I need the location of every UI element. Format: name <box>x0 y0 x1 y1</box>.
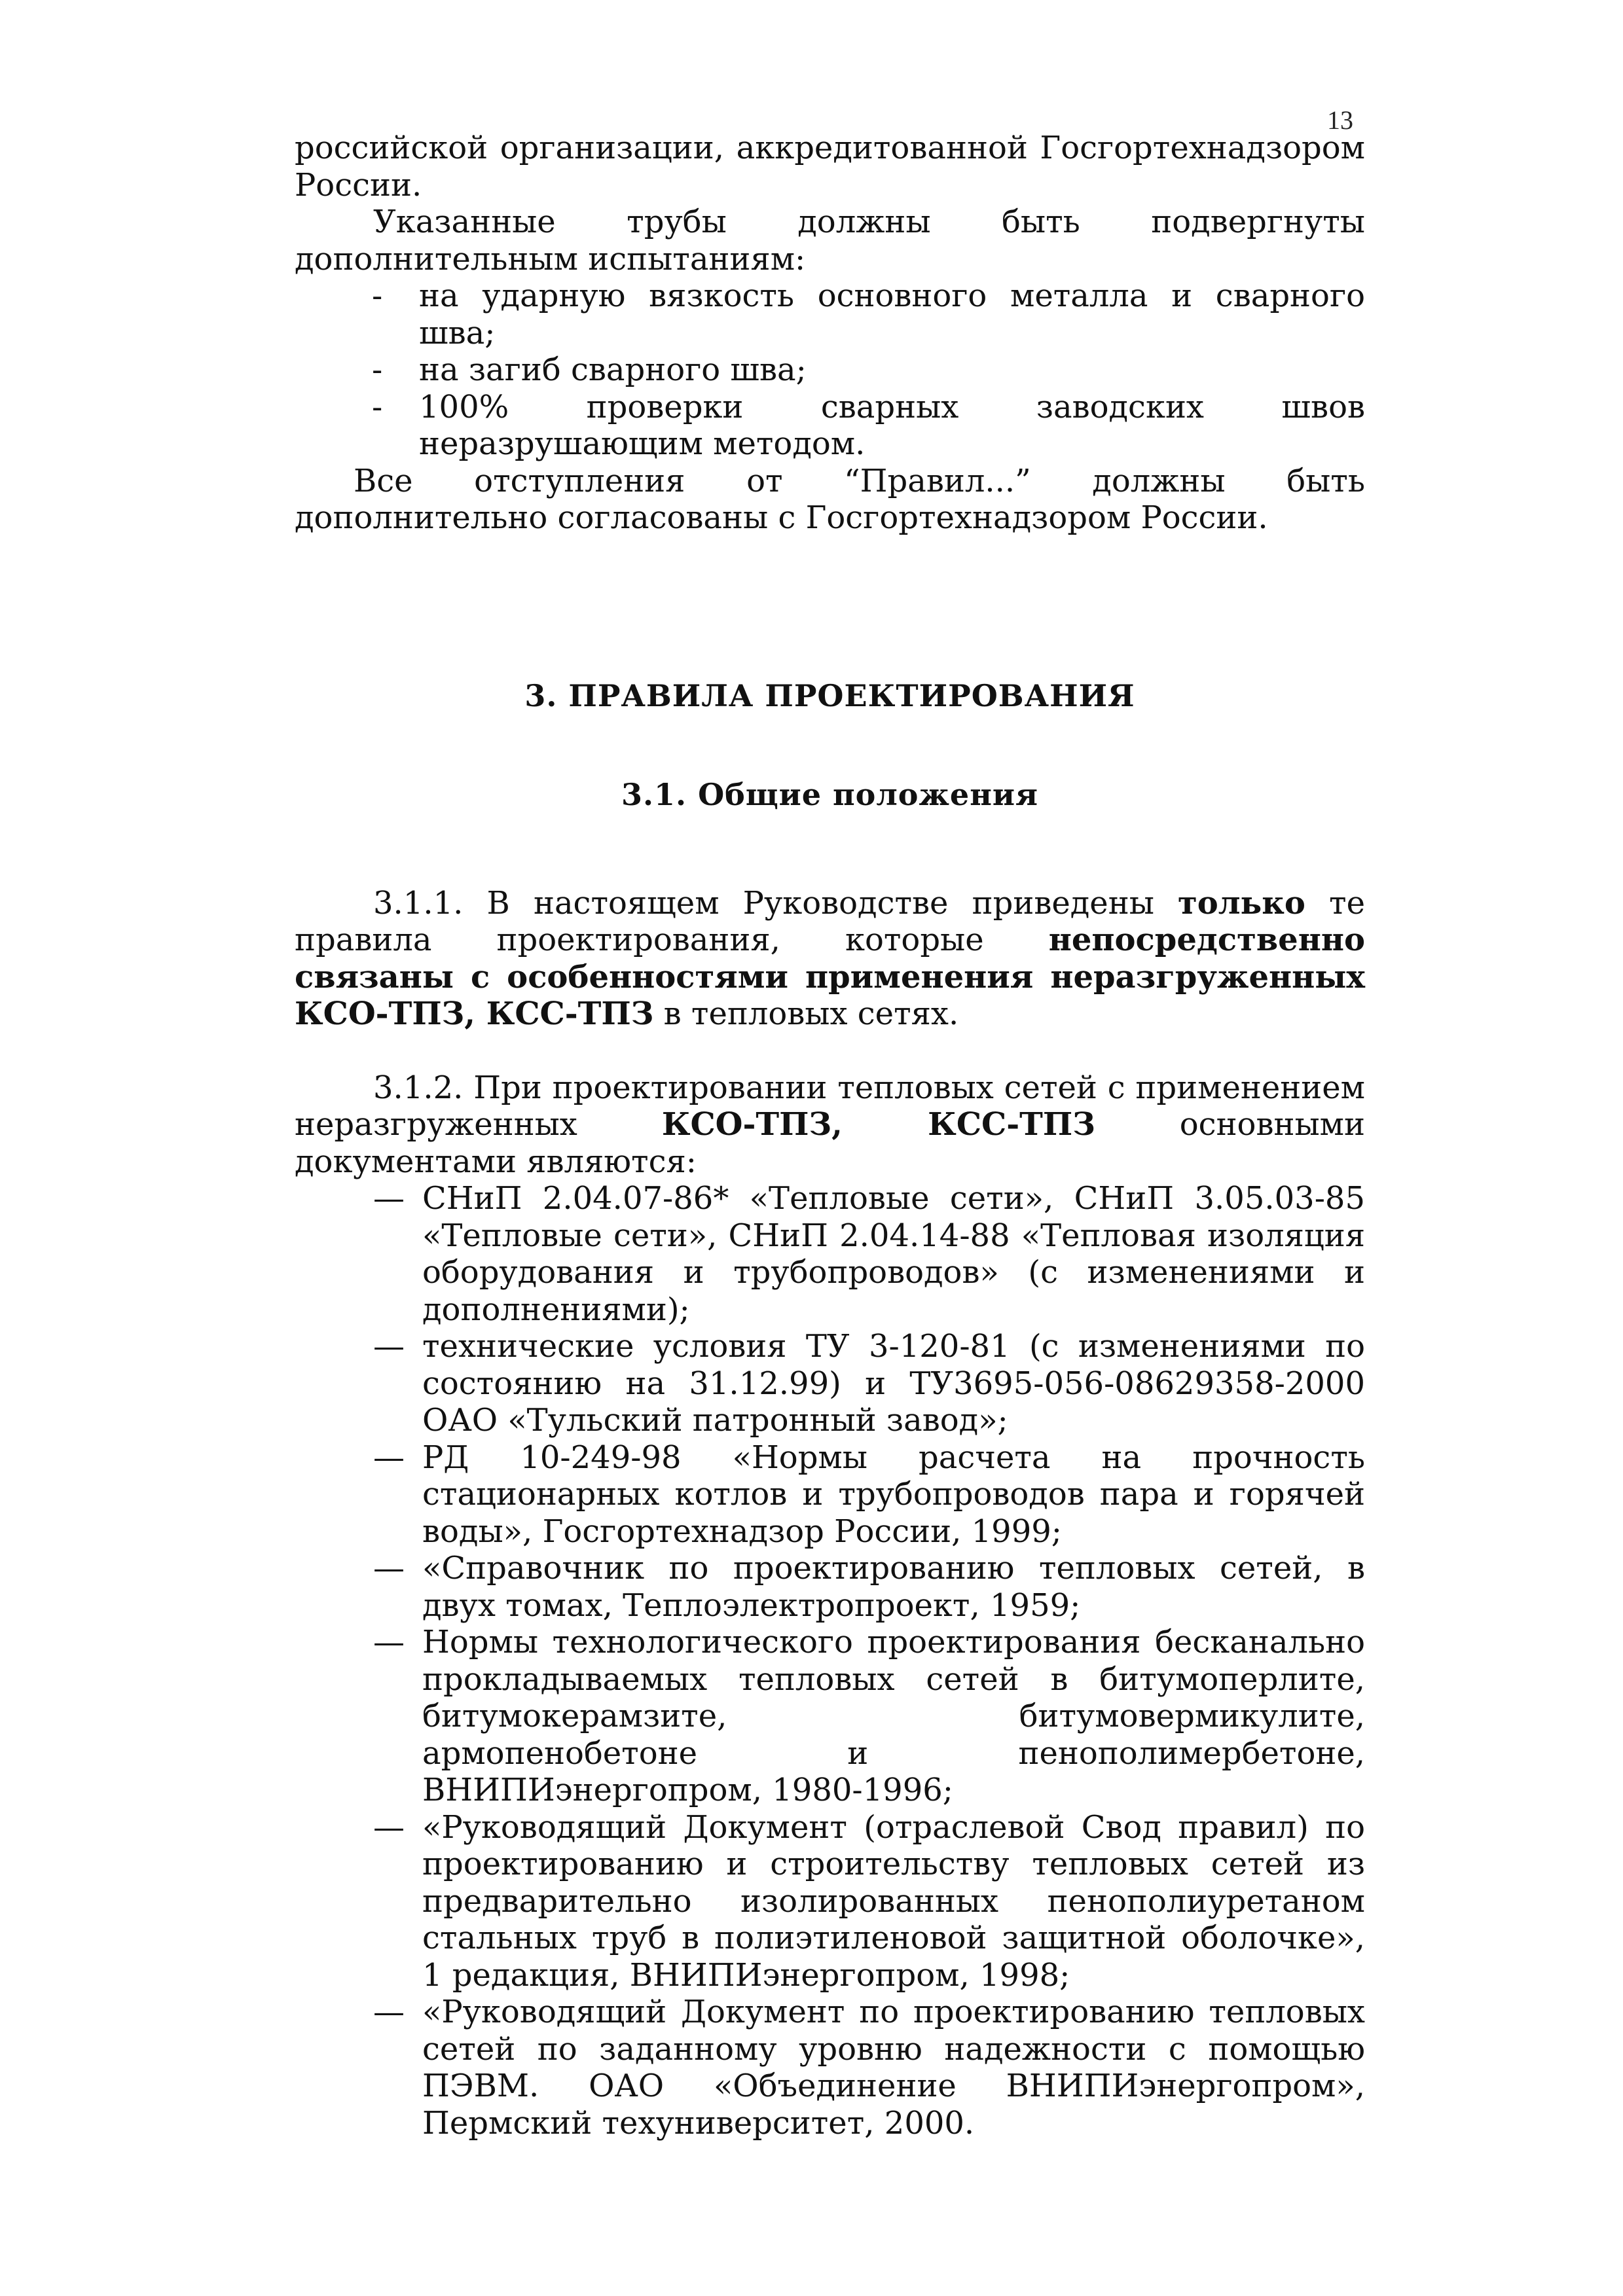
dash-marker: - <box>372 388 383 425</box>
em-dash-marker: — <box>373 1550 405 1587</box>
paragraph-3-1-2 <box>295 1069 1365 1181</box>
section-title: 3. ПРАВИЛА ПРОЕКТИРОВАНИЯ <box>524 677 1135 713</box>
list-item-text: «Руководящий Документ по проектированию тепловых сетей по заданному уровню надежности с помощью ПЭВМ. ОАО «Объединение ВНИПИэнергопром», Пермский техуниверситет, 2000. <box>422 1994 1365 2142</box>
em-dash-marker: — <box>373 1624 405 1660</box>
tests-list <box>295 278 1365 463</box>
em-dash-marker: — <box>373 1328 405 1365</box>
emphasis-only: только <box>1178 884 1305 922</box>
paragraph-text: в тепловых сетях. <box>653 996 959 1032</box>
list-item-text: СНиП 2.04.07-86* «Тепловые сети», СНиП 3.05.03-85 «Тепловые сети», СНиП 2.04.14-88 «Тепловая изоляция оборудования и трубопроводов» (с изменениями и дополнениями); <box>422 1180 1365 1328</box>
intro-paragraph-1: российской организации, аккредитованной Госгортехнадзором России. <box>295 130 1365 204</box>
list-item-text: «Справочник по проектированию тепловых сетей, в двух томах, Теплоэлектропроект, 1959; <box>422 1550 1365 1624</box>
list-item-text: на ударную вязкость основного металла и сварного шва; <box>419 278 1365 351</box>
dash-marker: - <box>372 278 383 314</box>
page-content <box>295 130 1365 2142</box>
em-dash-marker: — <box>373 1808 405 1846</box>
dash-marker: - <box>372 351 383 388</box>
list-item <box>295 1994 1365 2142</box>
list-item <box>295 1180 1365 1328</box>
list-item <box>295 1550 1365 1624</box>
paragraph-text: те правила проектирования, которые <box>295 884 1366 958</box>
emphasis-pipes: КСО-ТПЗ, КСС-ТПЗ <box>661 1106 1095 1143</box>
page-number: 13 <box>1327 105 1353 135</box>
intro-paragraph-2: Указанные трубы должны быть подвергнуты дополнительным испытаниям: <box>295 204 1365 278</box>
list-item-text: 100% проверки сварных заводских швов неразрушающим методом. <box>419 388 1365 462</box>
list-item-text: РД 10-249-98 «Нормы расчета на прочность стационарных котлов и трубопроводов пара и горячей воды», Госгортехнадзор России, 1999; <box>422 1439 1365 1550</box>
intro-paragraph-3: Все отступления от “Правил...” должны быть дополнительно согласованы с Госгортехнадзором России. <box>295 462 1365 536</box>
documents-list <box>295 1180 1365 2142</box>
paragraph-3-1-1 <box>295 885 1365 1033</box>
paragraph-text: 3.1.1. В настоящем Руководстве приведены <box>373 884 1178 922</box>
list-item <box>295 1439 1365 1551</box>
list-item-text: технические условия ТУ 3-120-81 (с изменениями по состоянию на 31.12.99) и ТУ3695-056-08629358-2000 ОАО «Тульский патронный завод»; <box>422 1328 1365 1439</box>
list-item <box>295 278 1365 351</box>
subsection-title: 3.1. Общие положения <box>621 776 1038 812</box>
paragraph-text: основными документами являются: <box>295 1106 1366 1180</box>
list-item <box>295 1624 1365 1809</box>
em-dash-marker: — <box>373 1180 405 1217</box>
list-item <box>295 351 1365 389</box>
em-dash-marker: — <box>373 1994 405 2030</box>
list-item-text: Нормы технологического проектирования бесканально прокладываемых тепловых сетей в битумоперлите, битумокерамзите, битумовермикулите, армопенобетоне и пенополимербетоне, ВНИПИэнергопром, 1980-1996; <box>422 1624 1365 1808</box>
list-item <box>295 1328 1365 1439</box>
list-item <box>295 1809 1365 1994</box>
list-item-text: на загиб сварного шва; <box>419 351 807 388</box>
emphasis-direct: непосредственно связаны с особенностями применения неразгруженных КСО-ТПЗ, КСС-ТПЗ <box>295 922 1365 1032</box>
em-dash-marker: — <box>373 1439 405 1476</box>
list-item-text: «Руководящий Документ (отраслевой Свод правил) по проектированию и строительству тепловых сетей из предварительно изолированных пенополиуретаном стальных труб в полиэтиленовой защитной оболочке», 1 редакция, ВНИПИэнергопром, 1998; <box>422 1808 1365 1994</box>
list-item <box>295 389 1365 463</box>
paragraph-text: 3.1.2. При проектировании тепловых сетей с применением неразгруженных <box>295 1069 1365 1143</box>
